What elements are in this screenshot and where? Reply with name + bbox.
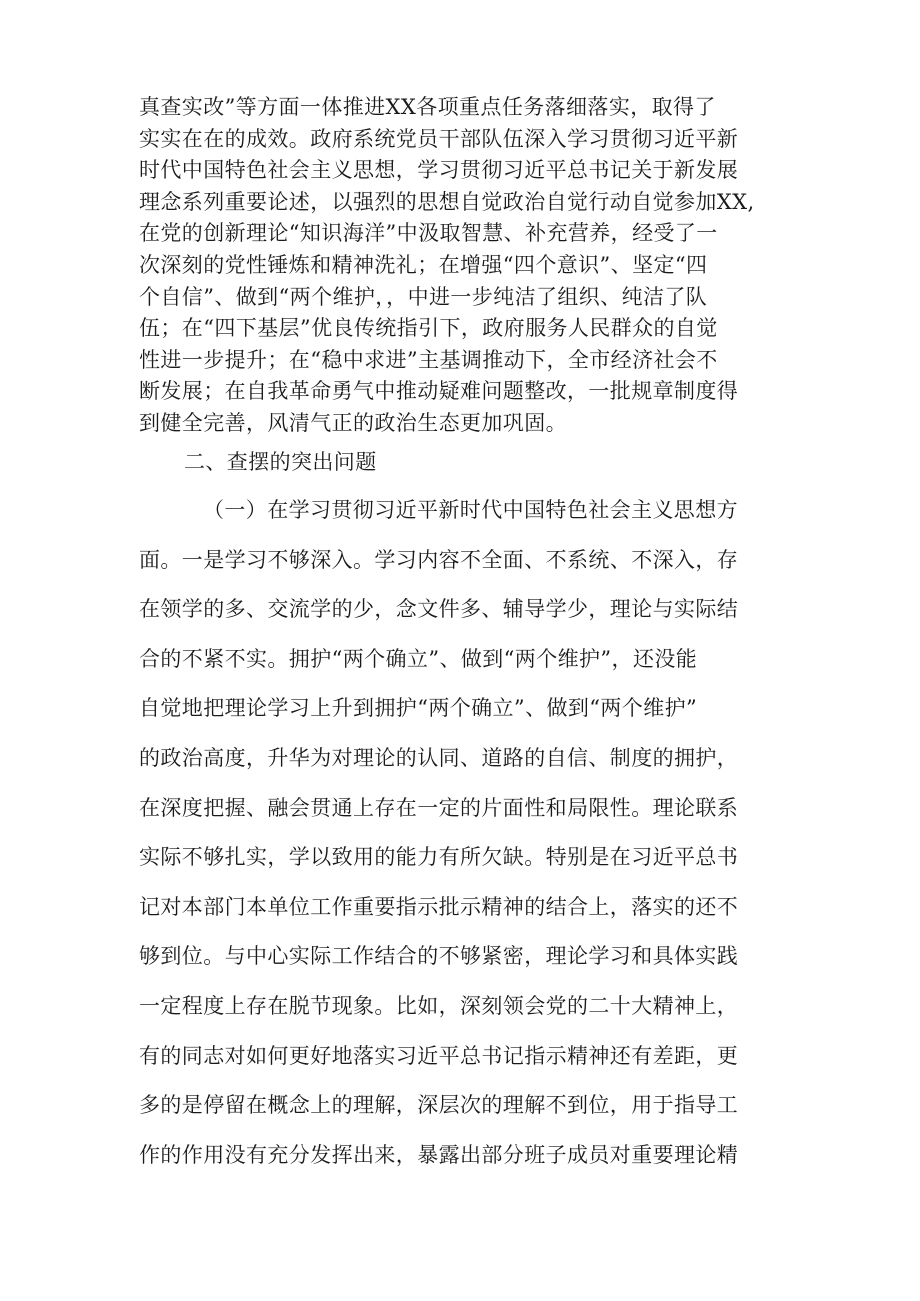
text-line: 伍；在“四下基层”优良传统指引下，政府服务人民群众的自觉 <box>139 316 718 341</box>
text-line: 时代中国特色社会主义思想，学习贯彻习近平总书记关于新发展 <box>139 158 739 183</box>
text-line: 实实在在的成效。政府系统党员干部队伍深入学习贯彻习近平新 <box>139 126 739 151</box>
text-line: 次深刻的党性锤炼和精神洗礼；在增强“四个意识”、坚定“四 <box>139 252 708 277</box>
text-line: 真查实改”等方面一体推进XX各项重点任务落细落实，取得了 <box>139 95 716 119</box>
text-line: 合的不紧不实。拥护“两个确立”、做到“两个维护”，还没能 <box>139 646 698 671</box>
text-line: 的政治高度，升华为对理论的认同、道路的自信、制度的拥护， <box>139 745 739 770</box>
text-line: 自觉地把理论学习上升到拥护“两个确立”、做到“两个维护” <box>139 696 698 721</box>
text-line: 作的作用没有充分发挥出来，暴露出部分班子成员对重要理论精 <box>139 1142 739 1167</box>
text-line: 个自信”、做到“两个维护，，中进一步纯洁了组织、纯洁了队 <box>139 284 708 309</box>
text-line: 到健全完善，风清气正的政治生态更加巩固。 <box>139 410 567 435</box>
text-line: 记对本部门本单位工作重要指示批示精神的结合上，落实的还不 <box>139 894 739 919</box>
text-line: 性进一步提升；在“稳中求进”主基调推动下，全市经济社会不 <box>139 347 718 372</box>
text-line: 在深度把握、融会贯通上存在一定的片面性和局限性。理论联系 <box>139 795 739 820</box>
text-line: 面。一是学习不够深入。学习内容不全面、不系统、不深入，存 <box>139 547 739 572</box>
text-line: 断发展；在自我革命勇气中推动疑难问题整改，一批规章制度得 <box>139 379 739 404</box>
paragraph-problems <box>139 486 789 1180</box>
text-line: 实际不够扎实，学以致用的能力有所欠缺。特别是在习近平总书 <box>139 845 739 870</box>
text-line: 理念系列重要论述，以强烈的思想自觉政治自觉行动自觉参加XX, <box>139 189 755 214</box>
text-line: 够到位。与中心实际工作结合的不够紧密，理论学习和具体实践 <box>139 944 739 969</box>
text-line: （一）在学习贯彻习近平新时代中国特色社会主义思想方 <box>203 498 738 522</box>
text-line: 有的同志对如何更好地落实习近平总书记指示精神还有差距，更 <box>139 1043 739 1068</box>
paragraph-achievements <box>139 92 789 440</box>
text-line: 在党的创新理论“知识海洋”中汲取智慧、补充营养，经受了一 <box>139 221 718 246</box>
text-line: 一定程度上存在脱节现象。比如，深刻领会党的二十大精神上， <box>139 993 739 1018</box>
text-line: 多的是停留在概念上的理解，深层次的理解不到位，用于指导工 <box>139 1093 739 1118</box>
text-line: 在领学的多、交流学的少，念文件多、辅导学少，理论与实际结 <box>139 597 739 622</box>
section-heading: 二、查摆的突出问题 <box>184 450 377 474</box>
